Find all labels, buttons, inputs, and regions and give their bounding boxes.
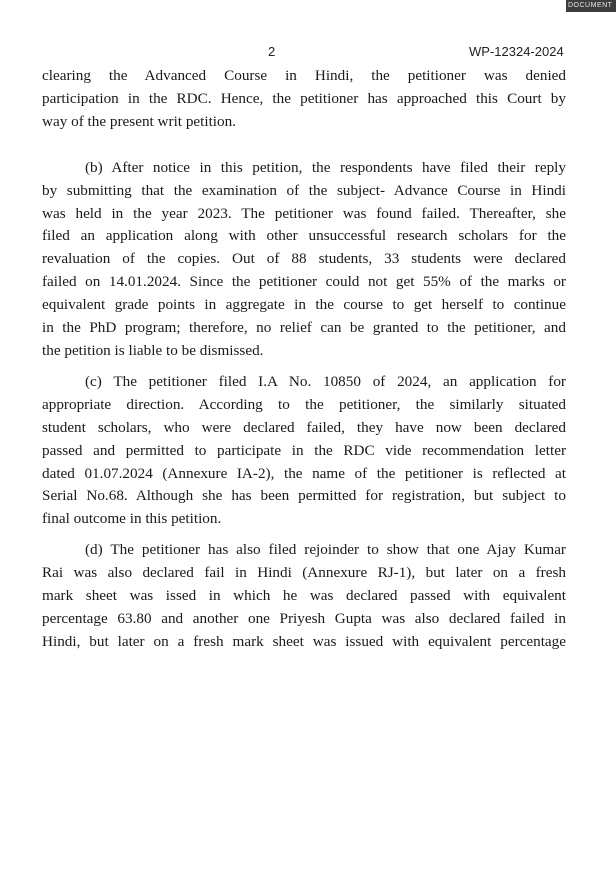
paragraph-c <box>42 371 566 531</box>
page-number: 2 <box>268 44 276 59</box>
text-line: student scholars, who were declared failed, they have now been declared <box>42 418 566 436</box>
text-line: (c) The petitioner filed I.A No. 10850 of 2024, an application for <box>85 372 566 390</box>
text-line: filed an application along with other unsuccessful research scholars for the <box>42 227 566 245</box>
text-line: revaluation of the copies. Out of 88 students, 33 students were declared <box>42 250 566 268</box>
text-line: the petition is liable to be dismissed. <box>42 341 264 359</box>
text-line: participation in the RDC. Hence, the petitioner has approached this Court by <box>42 89 566 107</box>
text-line: Serial No.68. Although she has been permitted for registration, but subject to <box>42 487 566 505</box>
paragraph-intro <box>42 65 566 134</box>
text-line: mark sheet was issed in which he was declared passed with equivalent <box>42 587 566 605</box>
text-line: Hindi, but later on a fresh mark sheet was issued with equivalent percentage <box>42 632 566 650</box>
text-line: clearing the Advanced Course in Hindi, the petitioner was denied <box>42 67 566 84</box>
text-line: passed and permitted to participate in the RDC vide recommendation letter <box>42 441 566 459</box>
text-line: by submitting that the examination of the subject- Advance Course in Hindi <box>42 181 566 199</box>
text-line: (b) After notice in this petition, the respondents have filed their reply <box>85 158 566 176</box>
text-line: appropriate direction. According to the petitioner, the similarly situated <box>42 395 566 413</box>
text-line: (d) The petitioner has also filed rejoinder to show that one Ajay Kumar <box>85 541 566 559</box>
document-body <box>42 65 566 654</box>
page-header <box>0 44 616 64</box>
text-line: final outcome in this petition. <box>42 510 222 528</box>
text-line: was held in the year 2023. The petitioner was found failed. Thereafter, she <box>42 204 566 222</box>
text-line: Rai was also declared fail in Hindi (Annexure RJ-1), but later on a fresh <box>42 564 566 582</box>
text-line: dated 01.07.2024 (Annexure IA-2), the name of the petitioner is reflected at <box>42 464 566 482</box>
text-line: equivalent grade points in aggregate in the course to get herself to continue <box>42 296 566 314</box>
text-line: failed on 14.01.2024. Since the petitioner could not get 55% of the marks or <box>42 273 566 291</box>
paragraph-d <box>42 539 566 654</box>
text-line: way of the present writ petition. <box>42 112 237 130</box>
case-number: WP-12324-2024 <box>469 44 564 59</box>
text-line: in the PhD program; therefore, no relief can be granted to the petitioner, and <box>42 319 566 337</box>
text-line: percentage 63.80 and another one Priyesh Gupta was also declared failed in <box>42 609 566 627</box>
corner-watermark: DOCUMENT <box>566 0 616 12</box>
paragraph-b <box>42 157 566 363</box>
